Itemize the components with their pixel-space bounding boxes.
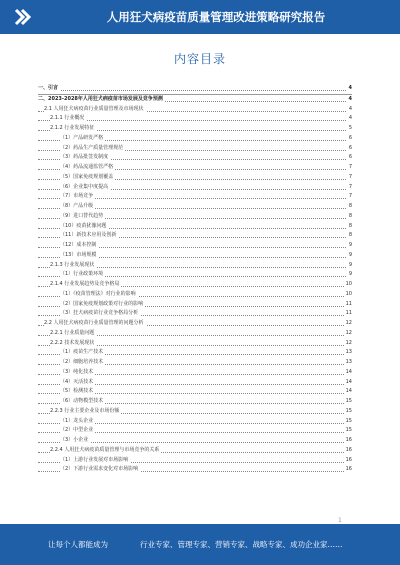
toc-entry-page: 12: [344, 319, 352, 329]
table-of-contents: [38, 84, 352, 475]
toc-entry[interactable]: [38, 446, 352, 456]
toc-entry-title: （4）灭活技术: [60, 378, 95, 388]
toc-entry-title: （1）行业政策环境: [60, 270, 105, 280]
toc-entry[interactable]: [38, 339, 352, 349]
toc-entry-title: 2.2 人用狂犬病疫苗行业质量管理的问题分析: [44, 319, 146, 329]
toc-entry-page: 11: [344, 300, 352, 310]
toc-entry-title: 2.1 人用狂犬病疫苗行业质量管理及市场现状: [44, 105, 146, 115]
toc-entry-title: （13）市场规模: [60, 251, 98, 261]
toc-entry-title: （10）疫苗犹豫问题: [60, 222, 108, 232]
toc-entry-title: 2.1.2 行业发展特征: [50, 124, 96, 134]
toc-entry-page: 5: [347, 124, 352, 134]
toc-entry-title: （1）疫苗生产技术: [60, 348, 105, 358]
toc-entry-page: 8: [347, 222, 352, 232]
toc-entry[interactable]: [38, 202, 352, 212]
toc-entry-page: 14: [344, 368, 352, 378]
toc-entry[interactable]: [38, 231, 352, 241]
toc-entry[interactable]: [38, 183, 352, 193]
toc-entry-title: （8）产品升级: [60, 202, 95, 212]
toc-entry[interactable]: [38, 290, 352, 300]
toc-entry-title: （5）检测技术: [60, 387, 95, 397]
footer-bar: [0, 524, 400, 565]
toc-entry-title: 2.2.1 行业质量问题: [50, 329, 96, 339]
toc-entry[interactable]: [38, 270, 352, 280]
toc-entry[interactable]: [38, 124, 352, 134]
toc-entry-title: 一、引言: [38, 84, 60, 94]
toc-entry-title: （7）市场竞争: [60, 192, 95, 202]
toc-entry-page: 13: [344, 358, 352, 368]
toc-entry-title: （12）成本控制: [60, 241, 98, 251]
toc-entry-page: 15: [344, 426, 352, 436]
toc-entry-title: （5）国家免疫规划覆盖: [60, 173, 115, 183]
toc-entry[interactable]: [38, 163, 352, 173]
toc-entry-title: （3）小企业: [60, 436, 90, 446]
toc-entry-title: 2.1.3 行业发展现状: [50, 261, 96, 271]
toc-title: 内容目录: [173, 52, 226, 66]
toc-entry-page: 9: [347, 261, 352, 271]
footer-slogan-list: 行业专家、管理专家、营销专家、战略专家、成功企业家……: [140, 540, 343, 549]
toc-entry-page: 4: [347, 105, 352, 115]
toc-entry-title: （3）药品批签发制度: [60, 153, 110, 163]
toc-entry-page: 16: [344, 446, 352, 456]
toc-entry[interactable]: [38, 222, 352, 232]
toc-entry[interactable]: [38, 144, 352, 154]
footer-slogan-lead: 让每个人都能成为: [48, 540, 108, 549]
toc-entry[interactable]: [38, 456, 352, 466]
toc-entry-title: （11）新技术应用及创新: [60, 231, 118, 241]
page-mark: 1: [338, 517, 342, 524]
toc-entry[interactable]: [38, 407, 352, 417]
toc-entry-title: （4）药品流通监管严格: [60, 163, 115, 173]
toc-entry-page: 16: [344, 465, 352, 475]
toc-entry-title: 二、2023-2028年人用狂犬病疫苗市场发展及竞争预测: [38, 95, 165, 105]
toc-entry-title: （3）纯化技术: [60, 368, 95, 378]
toc-entry-page: 4: [347, 114, 352, 124]
toc-entry-title: （6）动物模型技术: [60, 397, 105, 407]
toc-entry-title: （2）细胞培养技术: [60, 358, 105, 368]
toc-entry-page: 4: [347, 84, 352, 94]
chevron-logo-icon: [12, 7, 32, 27]
toc-entry[interactable]: [38, 378, 352, 388]
toc-entry[interactable]: [38, 309, 352, 319]
toc-entry[interactable]: [38, 153, 352, 163]
toc-entry-page: 6: [347, 153, 352, 163]
toc-entry-title: （1）产品研发严格: [60, 134, 105, 144]
toc-entry[interactable]: [38, 358, 352, 368]
toc-entry-title: （1）龙头企业: [60, 417, 95, 427]
toc-entry-title: （2）药品生产质量管理规范: [60, 144, 125, 154]
toc-entry-page: 7: [347, 192, 352, 202]
toc-entry[interactable]: [38, 417, 352, 427]
toc-entry[interactable]: [38, 348, 352, 358]
toc-entry-page: 15: [344, 407, 352, 417]
toc-entry[interactable]: [38, 426, 352, 436]
toc-entry-page: 7: [347, 183, 352, 193]
toc-entry-page: 13: [344, 348, 352, 358]
toc-entry[interactable]: [38, 192, 352, 202]
toc-entry-title: 2.1.1 行业概况: [50, 114, 86, 124]
report-title: 人用狂犬病疫苗质量管理改进策略研究报告: [106, 10, 326, 24]
toc-entry-page: 14: [344, 378, 352, 388]
toc-entry-page: 15: [344, 417, 352, 427]
toc-entry-page: 16: [344, 436, 352, 446]
toc-entry-title: 2.2.3 行业主要企业及市场份额: [50, 407, 121, 417]
toc-entry-page: 9: [347, 270, 352, 280]
toc-entry[interactable]: [38, 465, 352, 475]
toc-entry-page: 7: [347, 173, 352, 183]
toc-entry-page: 9: [347, 251, 352, 261]
toc-entry[interactable]: [38, 84, 352, 95]
toc-entry-page: 9: [347, 241, 352, 251]
toc-entry[interactable]: [38, 280, 352, 290]
header-bar: [0, 0, 400, 34]
toc-entry-page: 8: [347, 202, 352, 212]
toc-entry[interactable]: [38, 105, 352, 115]
toc-entry-page: 6: [347, 134, 352, 144]
toc-entry-page: 8: [347, 212, 352, 222]
toc-entry[interactable]: [38, 329, 352, 339]
toc-entry[interactable]: [38, 212, 352, 222]
toc-entry-page: 6: [347, 144, 352, 154]
toc-entry[interactable]: [38, 251, 352, 261]
toc-entry[interactable]: [38, 368, 352, 378]
toc-entry-page: 4: [347, 95, 352, 105]
toc-entry-page: 7: [347, 163, 352, 173]
toc-entry-title: （1）《疫苗管理法》对行业的影响: [60, 290, 138, 300]
toc-entry[interactable]: [38, 114, 352, 124]
toc-entry-title: （1）上游行业发展对市场影响: [60, 456, 130, 466]
toc-entry-page: 14: [344, 387, 352, 397]
toc-entry-page: 12: [344, 339, 352, 349]
toc-entry[interactable]: [38, 134, 352, 144]
toc-entry-title: （2）下游行业需求变化对市场影响: [60, 465, 140, 475]
toc-entry-title: 2.2.2 技术发展现状: [50, 339, 96, 349]
toc-entry-title: （2）中型企业: [60, 426, 95, 436]
toc-entry[interactable]: [38, 261, 352, 271]
toc-entry-title: （6）企业集中度提高: [60, 183, 110, 193]
dot-leader: [38, 90, 352, 91]
toc-entry[interactable]: [38, 300, 352, 310]
toc-entry[interactable]: [38, 436, 352, 446]
toc-entry[interactable]: [38, 397, 352, 407]
toc-entry[interactable]: [38, 319, 352, 329]
toc-entry-page: 15: [344, 397, 352, 407]
toc-entry[interactable]: [38, 241, 352, 251]
toc-entry-title: 2.1.4 行业发展趋势及竞争格局: [50, 280, 121, 290]
toc-entry[interactable]: [38, 95, 352, 105]
toc-entry-page: 10: [344, 280, 352, 290]
toc-entry-title: （2）国家免疫规划政策对行业的影响: [60, 300, 145, 310]
toc-entry-title: （9）进口替代趋势: [60, 212, 105, 222]
toc-entry[interactable]: [38, 173, 352, 183]
toc-entry-page: 16: [344, 456, 352, 466]
toc-entry-page: 10: [344, 290, 352, 300]
toc-entry-page: 11: [344, 309, 352, 319]
toc-entry-title: 2.2.4 人用狂犬病疫苗质量管理与市场竞争的关系: [50, 446, 161, 456]
toc-entry-page: 8: [347, 231, 352, 241]
toc-entry-page: 12: [344, 329, 352, 339]
toc-entry[interactable]: [38, 387, 352, 397]
toc-entry-title: （3）狂犬病疫苗行业竞争格局分析: [60, 309, 140, 319]
